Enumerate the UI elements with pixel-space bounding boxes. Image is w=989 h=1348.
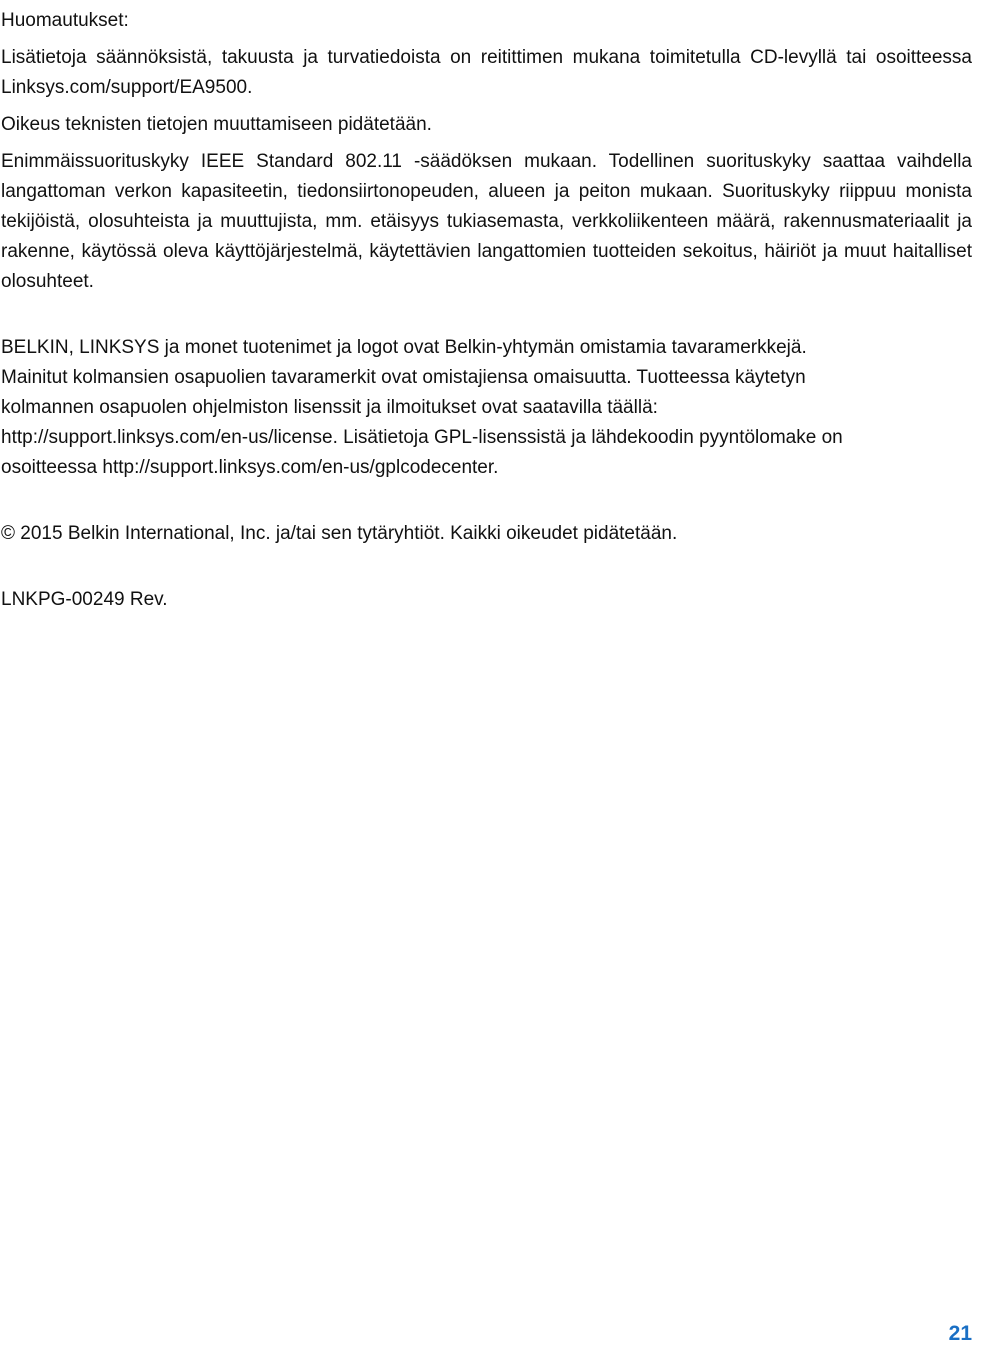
trademark-line: kolmannen osapuolen ohjelmiston lisenssit ja ilmoitukset ovat saatavilla täällä: bbox=[1, 397, 658, 418]
trademark-line: BELKIN, LINKSYS ja monet tuotenimet ja logot ovat Belkin-yhtymän omistamia tavaramerkkejä. bbox=[1, 337, 807, 358]
regulatory-note: Lisätietoja säännöksistä, takuusta ja turvatiedoista on reitittimen mukana toimitetulla CD-levyllä tai osoitteessa Linksys.com/support/EA9500. bbox=[1, 47, 972, 98]
copyright-notice: © 2015 Belkin International, Inc. ja/tai sen tytäryhtiöt. Kaikki oikeudet pidätetään. bbox=[1, 523, 678, 544]
trademark-line: osoitteessa http://support.linksys.com/en-us/gplcodecenter. bbox=[1, 457, 499, 478]
document-code: LNKPG-00249 Rev. bbox=[1, 589, 168, 610]
page-content bbox=[1, 6, 972, 615]
page-number: 21 bbox=[948, 1322, 972, 1345]
trademark-line: http://support.linksys.com/en-us/license. Lisätietoja GPL-lisenssistä ja lähdekoodin pyyntölomake on bbox=[1, 427, 843, 448]
notes-heading: Huomautukset: bbox=[1, 10, 129, 31]
spec-change-note: Oikeus teknisten tietojen muuttamiseen pidätetään. bbox=[1, 114, 432, 135]
trademark-paragraph bbox=[1, 333, 972, 483]
performance-note: Enimmäissuorituskyky IEEE Standard 802.11 -säädöksen mukaan. Todellinen suorituskyky saattaa vaihdella langattoman verkon kapasiteetin, tiedonsiirtonopeuden, alueen ja peiton mukaan. Suorituskyky riippuu monista tekijöistä, olosuhteista ja muuttujista, mm. etäisyys tukiasemasta, verkkoliikenteen määrä, rakennusmateriaalit ja rakenne, käytössä oleva käyttöjärjestelmä, käytettävien langattomien tuotteiden sekoitus, häiriöt ja muut haitalliset olosuhteet. bbox=[1, 151, 972, 292]
trademark-line: Mainitut kolmansien osapuolien tavaramerkit ovat omistajiensa omaisuutta. Tuotteessa käytetyn bbox=[1, 367, 806, 388]
